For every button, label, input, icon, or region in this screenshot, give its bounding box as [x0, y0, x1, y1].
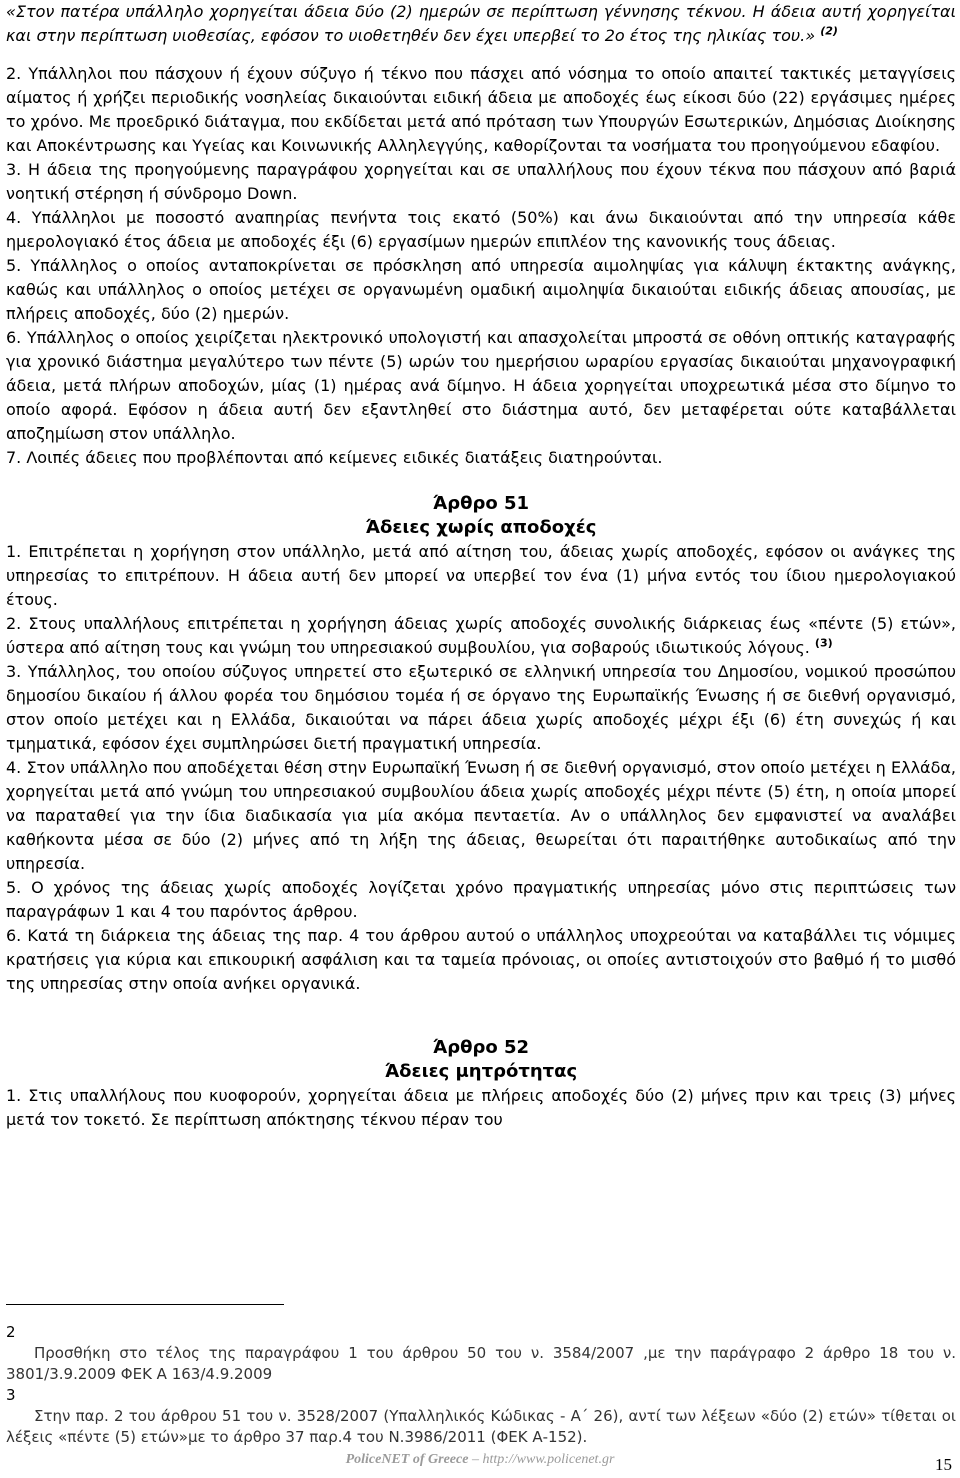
art52-paragraph-1: 1. Στις υπαλλήλους που κυοφορούν, χορηγείται άδεια με πλήρεις αποδοχές δύο (2) μήνες πριν και τρεις (3) μήνες μετά τον τοκετό. Σε περίπτωση απόκτησης τέκνου πέραν του — [6, 1086, 956, 1129]
document-body — [6, 0, 956, 1132]
footnotes — [6, 1322, 956, 1448]
art50-paragraph-4: 4. Υπάλληλοι με ποσοστό αναπηρίας πενήντα τοις εκατό (50%) και άνω δικαιούνται από την υπηρεσία κάθε ημερολογιακό έτος άδεια με αποδοχές έξι (6) εργασίμων ημερών επιπλέον της κανονικής τους άδειας. — [6, 208, 956, 251]
art51-paragraph-1: 1. Επιτρέπεται η χορήγηση στον υπάλληλο, μετά από αίτηση του, άδειας χωρίς αποδοχές, εφόσον οι ανάγκες της υπηρεσίας το επιτρέπουν. Η άδεια αυτή δεν μπορεί να υπερβεί τον ένα (1) μήνα εντός του ίδιου ημερολογιακού έτους. — [6, 542, 956, 609]
footnote-ref-2[interactable]: (2) — [820, 24, 838, 38]
art51-paragraph-3: 3. Υπάλληλος, του οποίου σύζυγος υπηρετεί στο εξωτερικό σε ελληνική υπηρεσία του Δημοσίου, νομικού προσώπου δημοσίου δικαίου ή άλλου φορέα του δημόσιου τομέα ή σε όργανο της Ευρωπαϊκής Ένωσης ή σε διεθνή οργανισμό, στον οποίο μετέχει και η Ελλάδα, δικαιούται να πάρει άδεια χωρίς αποδοχές μέχρι έξι (6) έτη συνεχώς ή και τμηματικά, εφόσον έχει συμπληρώσει διετή πραγματική υπηρεσία. — [6, 662, 956, 753]
footnote-2 — [6, 1322, 956, 1385]
footnote-3 — [6, 1385, 956, 1448]
art51-paragraph-4: 4. Στον υπάλληλο που αποδέχεται θέση στην Ευρωπαϊκή Ένωση ή σε διεθνή οργανισμό, στον οποίο μετέχει η Ελλάδα, χορηγείται μετά από γνώμη του υπηρεσιακού συμβουλίου άδεια χωρίς αποδοχές μέχρι πέντε (5) έτη, η οποία μπορεί να παραταθεί για την ίδια διαδικασία για μία ακόμα πενταετία. Αν ο υπάλληλος δεν εμφανιστεί να αναλάβει καθήκοντα μέσα σε δύο (2) μήνες από τη λήξη της άδειας, θεωρείται ότι παραιτήθηκε αυτοδικαίως από την υπηρεσία. — [6, 758, 956, 873]
page-footer: PoliceNET of Greece – http://www.policenet.gr — [345, 1452, 615, 1467]
page-number: 15 — [935, 1455, 952, 1474]
art51-paragraph-6: 6. Κατά τη διάρκεια της άδειας της παρ. 4 του άρθρου αυτού ο υπάλληλος υποχρεούται να καταβάλλει τις νόμιμες κρατήσεις για κύρια και επικουρική ασφάλιση και τα ταμεία πρόνοιας, οι οποίες αντιστοιχούν στο βαθμό ή το μισθό της υπηρεσίας στην οποία ανήκει οργανικά. — [6, 926, 956, 993]
footnote-ref-3[interactable]: (3) — [814, 636, 833, 650]
art50-paragraph-6: 6. Υπάλληλος ο οποίος χειρίζεται ηλεκτρονικό υπολογιστή και απασχολείται μπροστά σε οθόνη οπτικής καταγραφής για χρονικό διάστημα μεγαλύτερο των πέντε (5) ωρών του ημερήσιου ωραρίου εργασίας δικαιούται μηχανογραφική άδεια, μετά πλήρων αποδοχών, μίας (1) ημέρας ανά δίμηνο. Η άδεια χορηγείται υποχρεωτικά μέσα στο δίμηνο το οποίο αφορά. Εφόσον η άδεια αυτή δεν εξαντληθεί στο διάστημα αυτό, δεν μεταφέρεται ούτε καταβάλλεται αποζημίωση στον υπάλληλο. — [6, 328, 956, 443]
footnote-separator — [6, 1304, 284, 1305]
footnote-number: 2 — [6, 1323, 16, 1341]
footnote-text: Στην παρ. 2 του άρθρου 51 του ν. 3528/2007 (Υπαλληλικός Κώδικας - Α΄ 26), αντί των λέξεων «δύο (2) ετών» τίθεται οι λέξεις «πέντε (5) ετών»με το άρθρο 37 παρ.4 του Ν.3986/2011 (ΦΕΚ Α-152). — [6, 1407, 956, 1446]
article-52-title: Άδειες μητρότητας — [384, 1061, 578, 1082]
art50-paragraph-3: 3. Η άδεια της προηγούμενης παραγράφου χορηγείται και σε υπαλλήλους που έχουν τέκνα που πάσχουν από βαριά νοητική στέρηση ή σύνδρομο Down. — [6, 160, 956, 203]
footnote-number: 3 — [6, 1386, 16, 1404]
intro-quote: «Στον πατέρα υπάλληλο χορηγείται άδεια δύο (2) ημερών σε περίπτωση γέννησης τέκνου. Η άδεια αυτή χορηγείται και στην περίπτωση υιοθεσίας, εφόσον το υιοθετηθέν δεν έχει υπερβεί το 2ο έτος της ηλικίας του.» $^{(2)}$ — [6, 2, 956, 45]
art50-paragraph-5: 5. Υπάλληλος ο οποίος ανταποκρίνεται σε πρόσκληση από υπηρεσία αιμοληψίας για κάλυψη έκτακτης ανάγκης, καθώς και υπάλληλος ο οποίος μετέχει σε οργανωμένη ομαδική αιμοληψία δικαιούται ειδικής άδειας απουσίας, με πλήρεις αποδοχές, δύο (2) ημερών. — [6, 256, 956, 323]
article-51-title: Άδειες χωρίς αποδοχές — [365, 517, 597, 538]
footnote-text: Προσθήκη στο τέλος της παραγράφου 1 του άρθρου 50 του ν. 3584/2007 ,με την παράγραφο 2 άρθρο 18 του ν. 3801/3.9.2009 ΦΕΚ Α 163/4.9.2009 — [6, 1344, 956, 1383]
article-51-number: Άρθρο 51 — [432, 493, 530, 514]
footer-url-link[interactable]: http://www.policenet.gr — [482, 1452, 615, 1467]
footer-brand: PoliceNET of Greece — [345, 1452, 469, 1467]
art51-paragraph-2: 2. Στους υπαλλήλους επιτρέπεται η χορήγηση άδειας χωρίς αποδοχές συνολικής διάρκειας έως «πέντε (5) ετών», ύστερα από αίτηση τους και γνώμη του υπηρεσιακού συμβουλίου, για σοβαρούς ιδιωτικούς λόγους. $^{(3)}$ — [6, 614, 956, 657]
art51-paragraph-5: 5. Ο χρόνος της άδειας χωρίς αποδοχές λογίζεται χρόνο πραγματικής υπηρεσίας μόνο στις περιπτώσεις των παραγράφων 1 και 4 του παρόντος άρθρου. — [6, 878, 956, 921]
art50-paragraph-7: 7. Λοιπές άδειες που προβλέπονται από κείμενες ειδικές διατάξεις διατηρούνται. — [6, 448, 663, 467]
art50-paragraph-2: 2. Υπάλληλοι που πάσχουν ή έχουν σύζυγο ή τέκνο που πάσχει από νόσημα το οποίο απαιτεί τακτικές μεταγγίσεις αίματος ή χρήζει περιοδικής νοσηλείας δικαιούνται ειδική άδεια με αποδοχές έως είκοσι δύο (22) εργάσιμες ημέρες το χρόνο. Με προεδρικό διάταγμα, που εκδίδεται μετά από πρόταση των Υπουργών Εσωτερικών, Δημόσιας Διοίκησης και Αποκέντρωσης και Υγείας και Κοινωνικής Αλληλεγγύης, καθορίζονται τα νοσήματα του προηγούμενου εδαφίου. — [6, 64, 956, 155]
article-52-number: Άρθρο 52 — [432, 1037, 530, 1058]
